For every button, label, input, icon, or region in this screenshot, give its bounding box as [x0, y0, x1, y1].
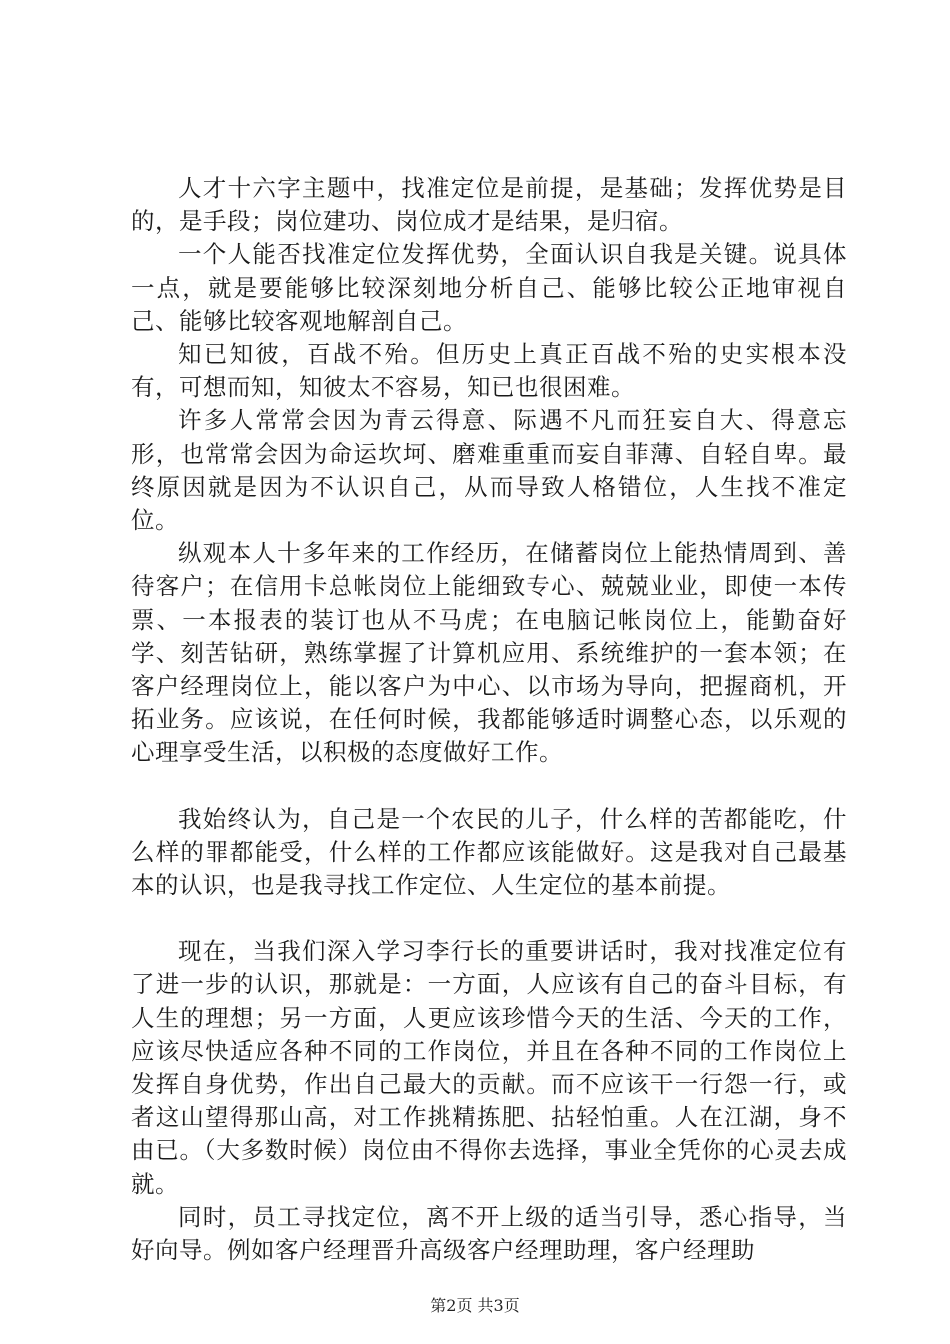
document-body [131, 172, 847, 1267]
page-footer: 第2页 共3页 [430, 1296, 520, 1315]
paragraph-6: 我始终认为，自己是一个农民的儿子，什么样的苦都能吃，什么样的罪都能受，什么样的工作都应该能做好。这是我对自己最基本的认识，也是我寻找工作定位、人生定位的基本前提。 [131, 804, 847, 900]
paragraph-8: 同时，员工寻找定位，离不开上级的适当引导，悉心指导，当好向导。例如客户经理晋升高级客户经理助理，客户经理助 [131, 1202, 847, 1265]
paragraph-5: 纵观本人十多年来的工作经历，在储蓄岗位上能热情周到、善待客户；在信用卡总帐岗位上能细致专心、兢兢业业，即使一本传票、一本报表的装订也从不马虎；在电脑记帐岗位上，能勤奋好学、刻苦钻研，熟练掌握了计算机应用、系统维护的一套本领；在客户经理岗位上，能以客户为中心、以市场为导向，把握商机，开拓业务。应该说，在任何时候，我都能够适时调整心态，以乐观的心理享受生活，以积极的态度做好工作。 [131, 539, 847, 767]
paragraph-spacer [131, 770, 847, 803]
paragraph-1: 人才十六字主题中，找准定位是前提，是基础；发挥优势是目的，是手段；岗位建功、岗位成才是结果，是归宿。 [131, 174, 847, 236]
paragraph-2: 一个人能否找准定位发挥优势，全面认识自我是关键。说具体一点，就是要能够比较深刻地分析自己、能够比较公正地审视自己、能够比较客观地解剖自己。 [131, 240, 847, 335]
paragraph-7: 现在，当我们深入学习李行长的重要讲话时，我对找准定位有了进一步的认识，那就是：一方面，人应该有自己的奋斗目标，有人生的理想；另一方面，人更应该珍惜今天的生活、今天的工作，应该尽快适应各种不同的工作岗位，并且在各种不同的工作岗位上发挥自身优势，作出自己最大的贡献。而不应该干一行怨一行，或者这山望得那山高，对工作挑精拣肥、拈轻怕重。人在江湖，身不由已。（大多数时候）岗位由不得你去选择，事业全凭你的心灵去成就。 [131, 937, 847, 1198]
paragraph-spacer [131, 902, 847, 935]
paragraph-3: 知已知彼，百战不殆。但历史上真正百战不殆的史实根本没有，可想而知，知彼太不容易，知已也很困难。 [131, 340, 847, 402]
paragraph-4: 许多人常常会因为青云得意、际遇不凡而狂妄自大、得意忘形，也常常会因为命运坎坷、磨难重重而妄自菲薄、自轻自卑。最终原因就是因为不认识自己，从而导致人格错位，人生找不准定位。 [131, 406, 847, 535]
